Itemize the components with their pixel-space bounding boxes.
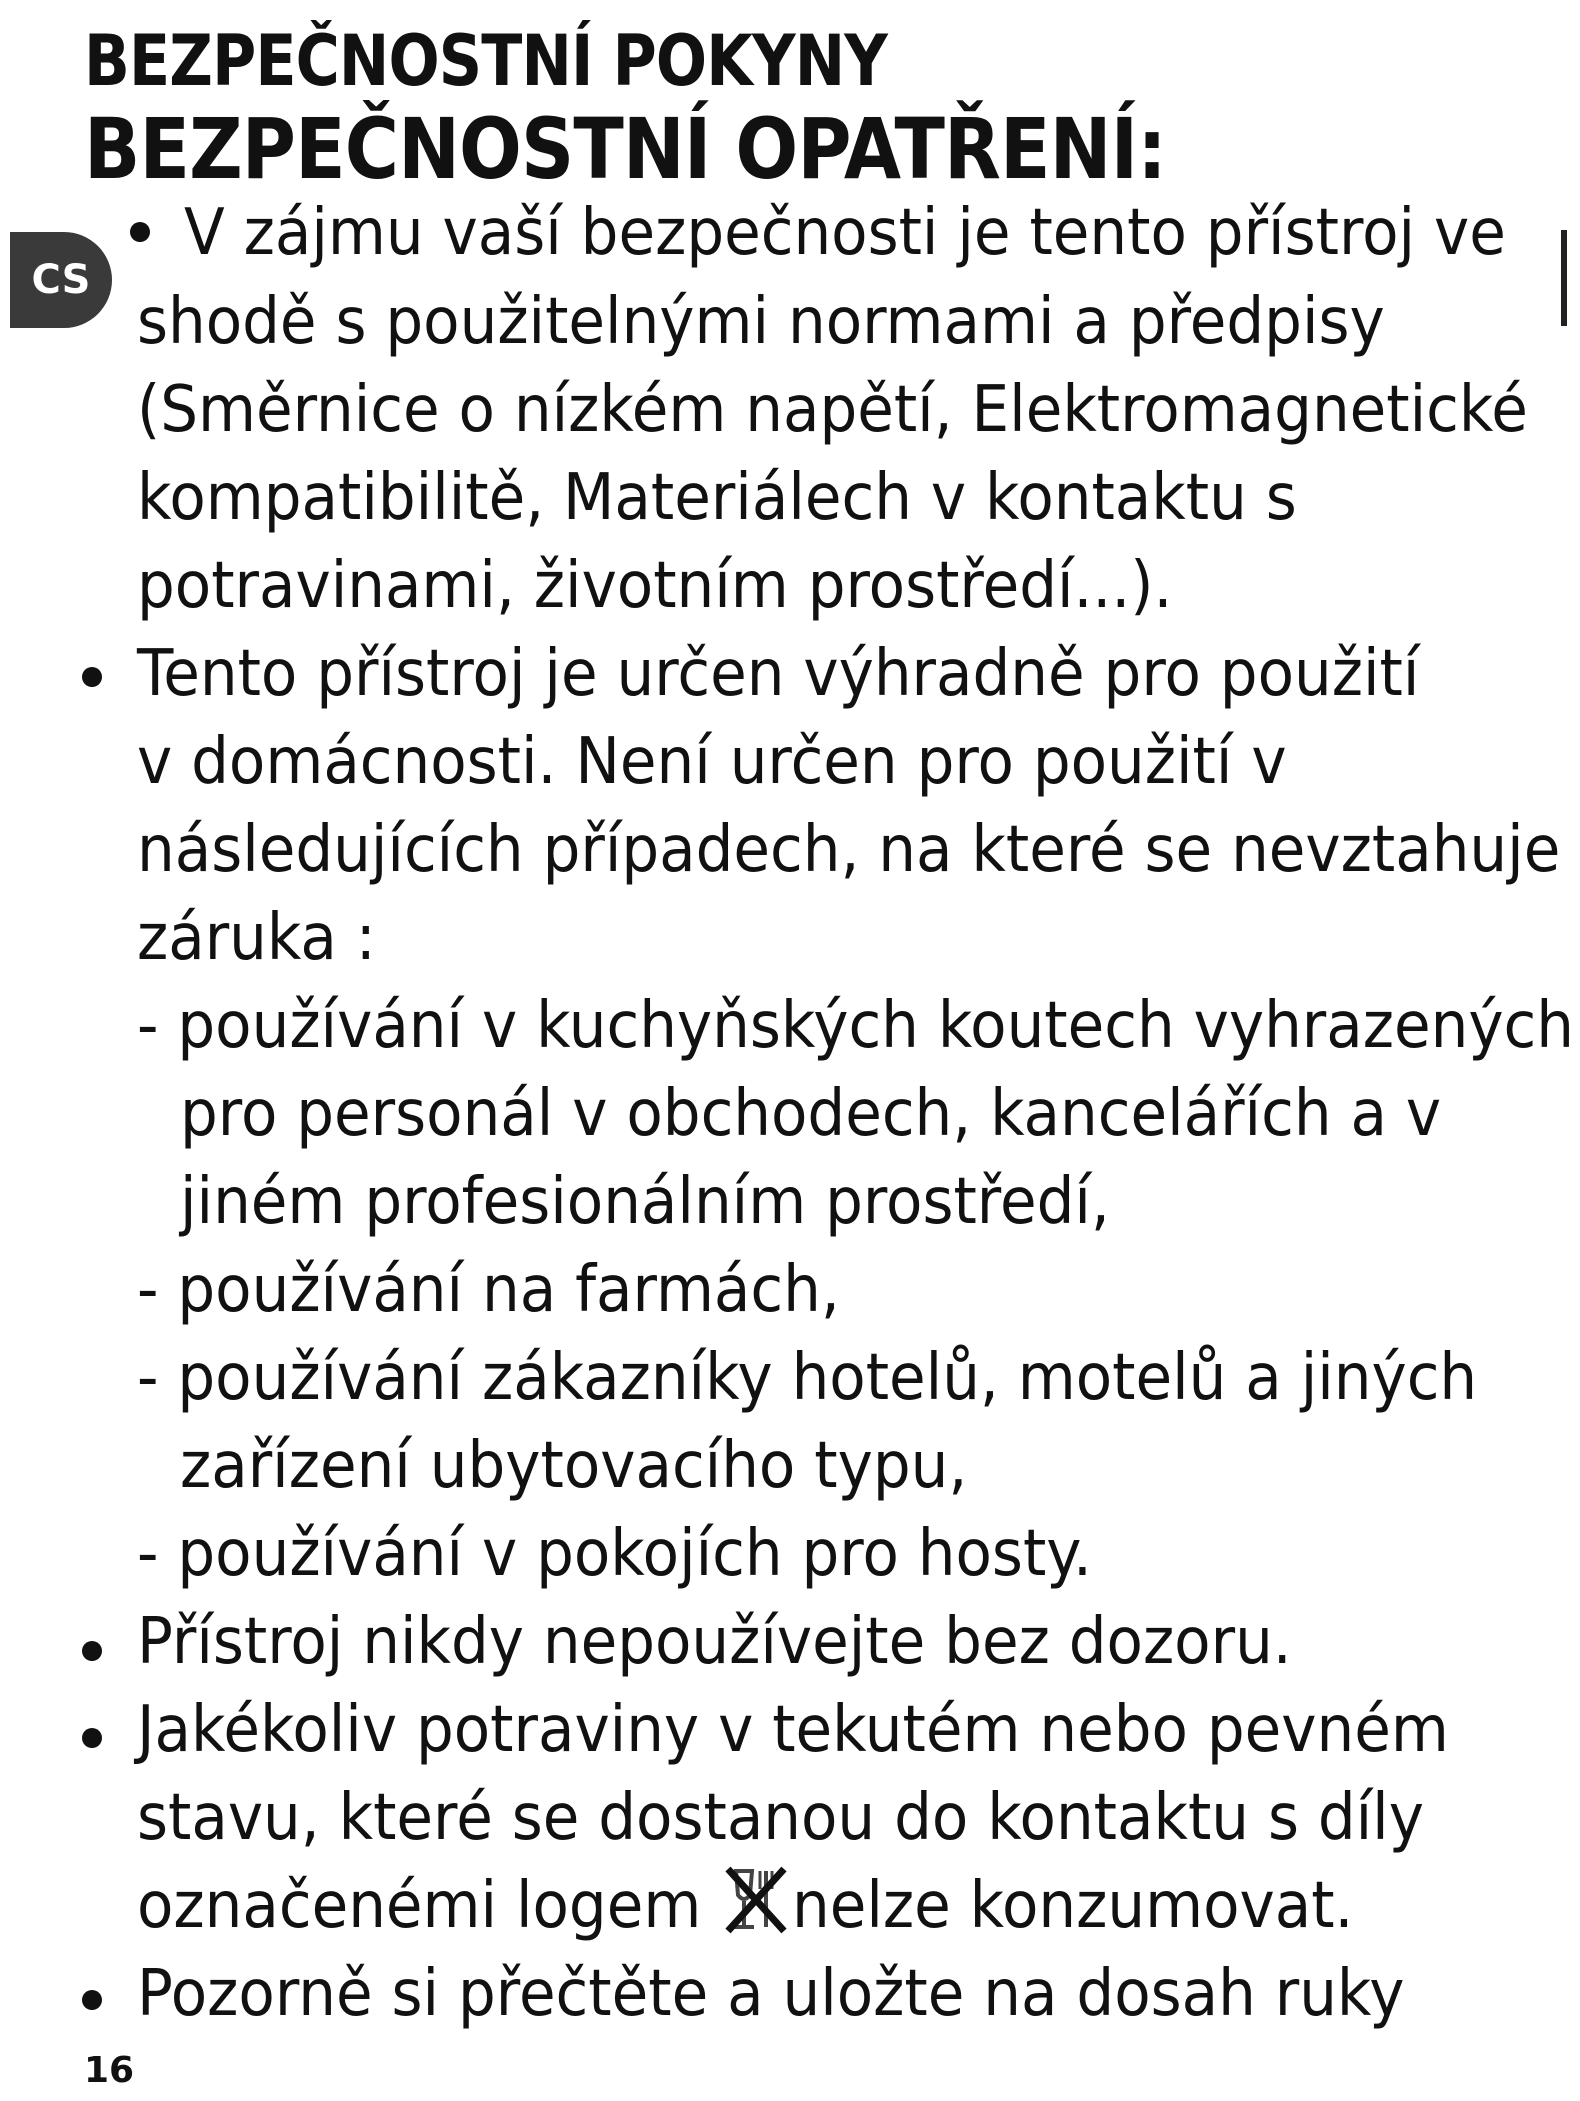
bullet-icon (82, 1641, 102, 1661)
text-line: shodě s použitelnými normami a předpisy (137, 285, 1385, 359)
crossed-glass-fork-icon (722, 1865, 790, 1937)
text-line: kompatibilitě, Materiálech v kontaktu s (137, 461, 1297, 535)
text-line: Přístroj nikdy nepoužívejte bez dozoru. (137, 1605, 1292, 1679)
text-line: - používání v kuchyňských koutech vyhrazených (137, 989, 1574, 1063)
text-line: Pozorně si přečtěte a uložte na dosah ruky (137, 1957, 1405, 2031)
language-tab (10, 232, 112, 328)
text-line: - používání v pokojích pro hosty. (137, 1517, 1092, 1591)
text-line: V zájmu vaší bezpečnosti je tento přístroj ve (184, 196, 1506, 270)
text-line: následujících případech, na které se nevztahuje (137, 813, 1561, 887)
text-line: nelze konzumovat. (792, 1869, 1354, 1943)
text-line: zařízení ubytovacího typu, (180, 1429, 968, 1503)
page-edge-mark (1561, 230, 1567, 326)
page-number: 16 (84, 2050, 135, 2091)
text-line: pro personál v obchodech, kancelářích a v (180, 1077, 1442, 1151)
bullet-icon (82, 1990, 102, 2010)
text-line: (Směrnice o nízkém napětí, Elektromagnetické (137, 373, 1528, 447)
text-line: - používání zákazníky hotelů, motelů a jiných (137, 1341, 1478, 1415)
text-line: - používání na farmách, (137, 1253, 840, 1327)
language-tab-label: CS (31, 257, 91, 303)
bullet-icon (82, 667, 102, 687)
page-title: BEZPEČNOSTNÍ POKYNY (84, 20, 887, 102)
text-line: potravinami, životním prostředí...). (137, 549, 1173, 623)
text-line: stavu, které se dostanou do kontaktu s díly (137, 1781, 1424, 1855)
bullet-icon (82, 1728, 102, 1748)
bullet-icon (130, 222, 150, 242)
section-title: BEZPEČNOSTNÍ OPATŘENÍ: (84, 100, 1166, 198)
text-line: v domácnosti. Není určen pro použití v (137, 725, 1287, 799)
text-line: Jakékoliv potraviny v tekutém nebo pevném (137, 1693, 1449, 1767)
text-line: jiném profesionálním prostředí, (180, 1165, 1110, 1239)
text-line: záruka : (137, 901, 376, 975)
text-line: označenémi logem (137, 1869, 702, 1943)
text-line: Tento přístroj je určen výhradně pro použití (137, 637, 1420, 711)
